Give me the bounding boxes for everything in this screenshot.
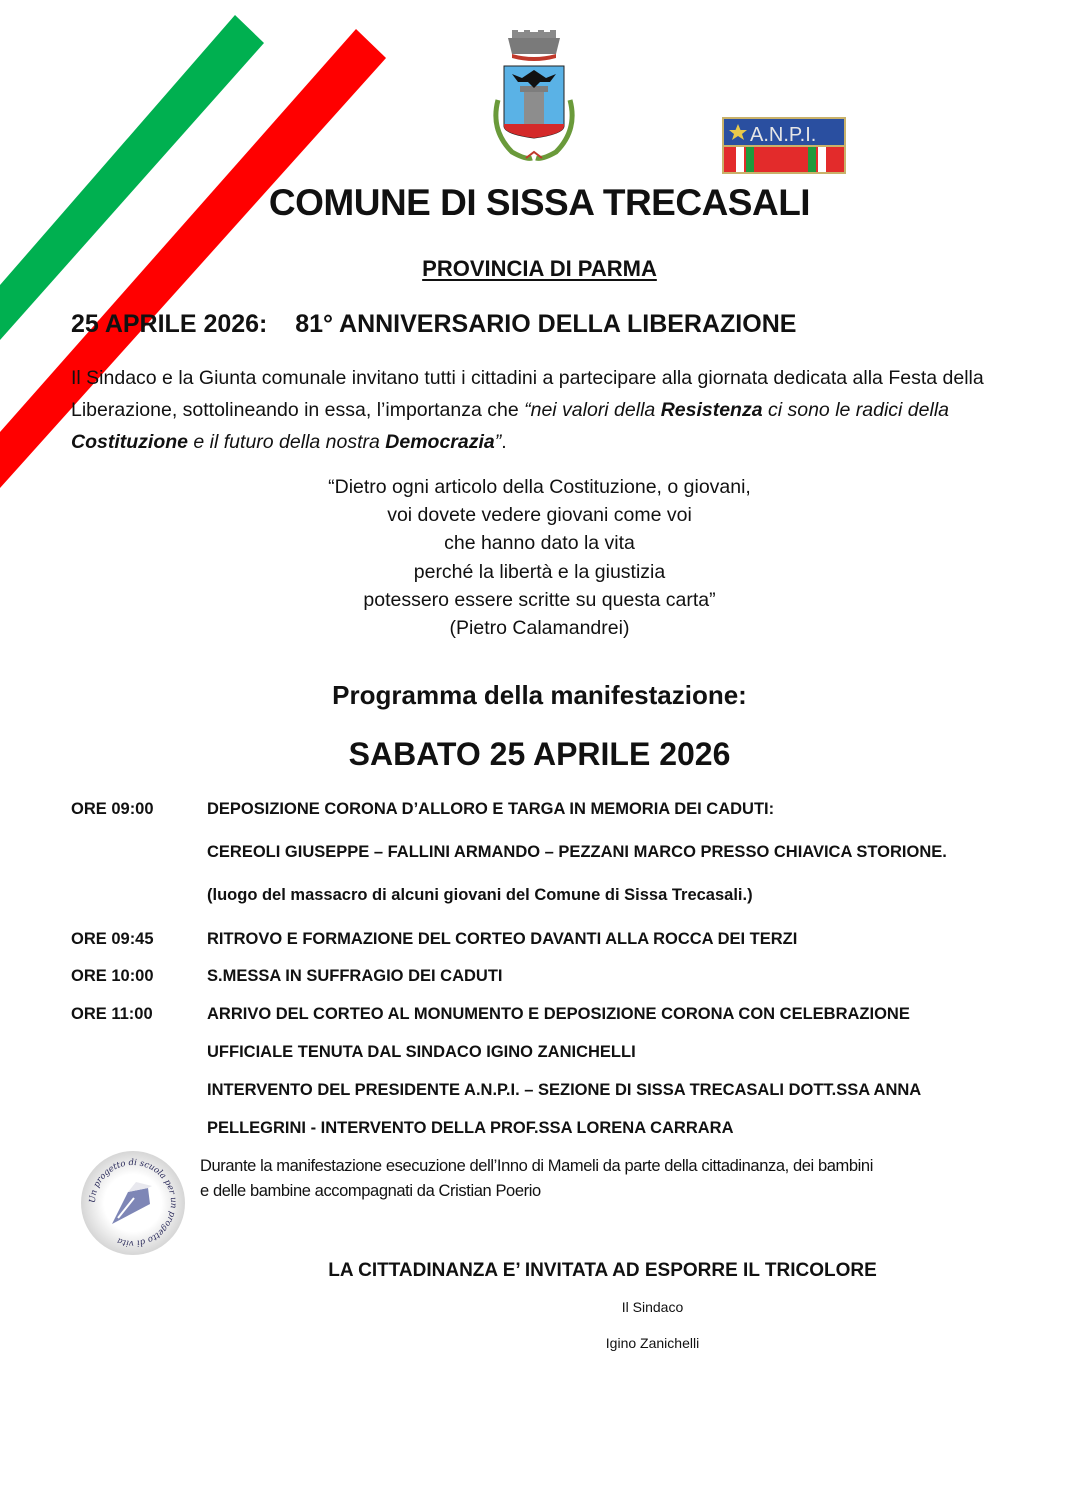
quote-line: voi dovete vedere giovani come voi — [387, 504, 692, 527]
quote-line: perché la libertà e la giustizia — [413, 560, 666, 583]
anniversary-text: 81° ANNIVERSARIO DELLA LIBERAZIONE — [295, 310, 797, 338]
schedule-time: ORE 10:00 — [71, 967, 154, 985]
anpi-badge-icon — [722, 117, 846, 174]
quote-fragment: ci sono le radici della — [762, 399, 950, 421]
schedule-item: RITROVO E FORMAZIONE DEL CORTEO DAVANTI ALLA ROCCA DEI TERZI — [207, 930, 798, 948]
word-resistenza: Resistenza — [660, 399, 763, 421]
logo-ring-text: Un progetto di scuola per un progetto di vita — [87, 1157, 179, 1249]
school-project-logo-icon — [78, 1148, 188, 1258]
schedule-item: S.MESSA IN SUFFRAGIO DEI CADUTI — [207, 967, 503, 985]
event-date: SABATO 25 APRILE 2026 — [348, 736, 731, 772]
quote-line: che hanno dato la vita — [444, 532, 635, 555]
calamandrei-quote — [0, 473, 1079, 642]
signature-name: Igino Zanichelli — [605, 1335, 700, 1351]
word-costituzione: Costituzione — [71, 431, 188, 453]
schedule-item: DEPOSIZIONE CORONA D’ALLORO E TARGA IN MEMORIA DEI CADUTI: — [207, 800, 775, 818]
schedule-item: (luogo del massacro di alcuni giovani del Comune di Sissa Trecasali.) — [207, 886, 753, 904]
schedule-item: CEREOLI GIUSEPPE – FALLINI ARMANDO – PEZZANI MARCO PRESSO CHIAVICA STORIONE. — [207, 843, 947, 861]
program-title: Programma della manifestazione: — [332, 680, 747, 710]
quote-author: (Pietro Calamandrei) — [449, 617, 630, 640]
anthem-note — [200, 1154, 1020, 1204]
schedule-time: ORE 09:45 — [71, 930, 154, 948]
anniversary-heading — [71, 310, 796, 339]
schedule-item: UFFICIALE TENUTA DAL SINDACO IGINO ZANICHELLI — [207, 1043, 636, 1061]
word-democrazia: Democrazia — [385, 431, 495, 453]
schedule-item: ARRIVO DEL CORTEO AL MONUMENTO E DEPOSIZIONE CORONA CON CELEBRAZIONE — [207, 1005, 910, 1023]
tricolore-invitation: LA CITTADINANZA E’ INVITATA AD ESPORRE IL TRICOLORE — [328, 1260, 877, 1281]
municipal-crest-icon — [482, 30, 586, 170]
svg-text:A.N.P.I.: A.N.P.I. — [750, 124, 817, 146]
quote-line: potessero essere scritte su questa carta” — [363, 588, 716, 611]
anthem-note-line: e delle bambine accompagnati da Cristian Poerio — [200, 1182, 541, 1200]
quote-line: “Dietro ogni articolo della Costituzione, o giovani, — [328, 476, 751, 498]
anniversary-date: 25 APRILE 2026: — [71, 310, 268, 338]
quote-fragment: e il futuro della nostra — [188, 431, 386, 453]
page-title: COMUNE DI SISSA TRECASALI — [268, 182, 811, 223]
signature-role: Il Sindaco — [621, 1299, 684, 1315]
intro-paragraph — [71, 362, 1021, 458]
intro-text: Il Sindaco e la Giunta comunale invitano tutti i cittadini a partecipare alla giornata dedicata alla Festa della Liberazione, sottolineando in essa, l’importanza che — [71, 367, 984, 421]
province-subtitle: PROVINCIA DI PARMA — [422, 256, 657, 281]
schedule-time: ORE 11:00 — [71, 1005, 153, 1023]
schedule-time: ORE 09:00 — [71, 800, 154, 818]
quote-fragment: ” — [494, 431, 502, 453]
schedule-item: PELLEGRINI - INTERVENTO DELLA PROF.SSA LORENA CARRARA — [207, 1119, 734, 1137]
anthem-note-line: Durante la manifestazione esecuzione dell’Inno di Mameli da parte della cittadinanza, dei bambini — [200, 1157, 873, 1175]
intro-end: . — [501, 431, 507, 453]
quote-fragment: “nei valori della — [524, 399, 661, 421]
schedule-item: INTERVENTO DEL PRESIDENTE A.N.P.I. – SEZIONE DI SISSA TRECASALI DOTT.SSA ANNA — [207, 1081, 922, 1099]
